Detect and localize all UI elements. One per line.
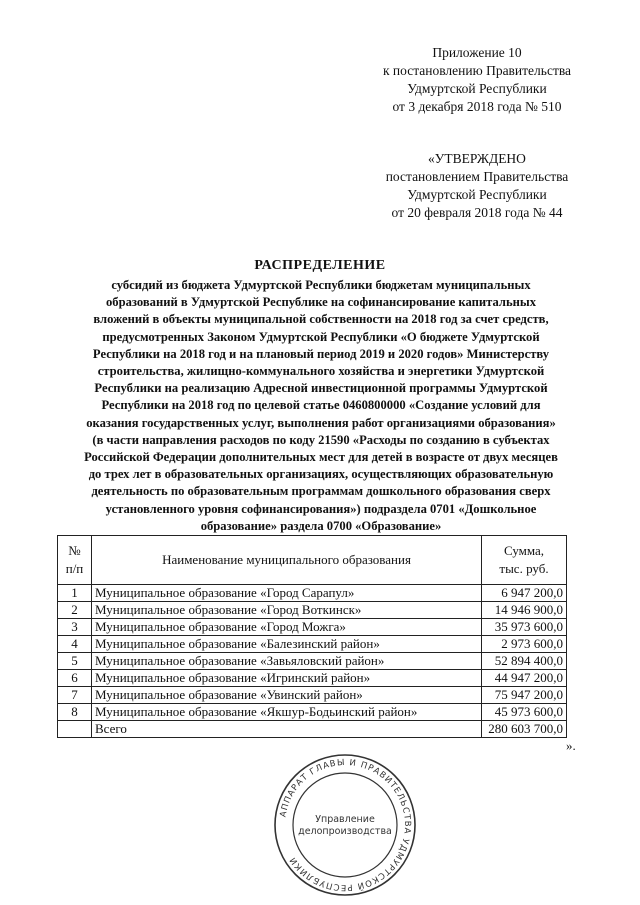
- stamp-center-line: делопроизводства: [298, 826, 392, 837]
- header-amount: [482, 536, 567, 585]
- row-amount: 52 894 400,0: [482, 653, 567, 670]
- row-number: 1: [58, 585, 92, 602]
- header-name: Наименование муниципального образования: [92, 536, 482, 585]
- body-line: субсидий из бюджета Удмуртской Республики бюджетам муниципальных: [111, 278, 531, 292]
- appendix-line: от 3 декабря 2018 года № 510: [392, 99, 562, 114]
- header-number-line: №: [68, 543, 81, 558]
- row-amount: 35 973 600,0: [482, 619, 567, 636]
- header-number-line: п/п: [65, 561, 84, 576]
- row-amount: 6 947 200,0: [482, 585, 567, 602]
- row-number: 5: [58, 653, 92, 670]
- total-amount: 280 603 700,0: [482, 721, 567, 738]
- body-line: образование» раздела 0700 «Образование»: [200, 518, 442, 533]
- row-name: Муниципальное образование «Игринский район»: [92, 670, 482, 687]
- table-row: [58, 602, 567, 619]
- document-title: РАСПРЕДЕЛЕНИЕ: [254, 258, 386, 273]
- header-number: [58, 536, 92, 585]
- total-label: Всего: [92, 721, 482, 738]
- body-line: оказания государственных услуг, выполнения работ организациями образования»: [86, 415, 556, 430]
- header-amount-line: Сумма,: [503, 543, 545, 558]
- body-line: предусмотренных Законом Удмуртской Республики «О бюджете Удмуртской: [102, 329, 540, 344]
- closing-quote: ».: [566, 738, 576, 753]
- body-line: вложений в объекты муниципальной собственности на 2018 год за счет средств,: [93, 312, 549, 327]
- body-line: (в части направления расходов по коду 21590 «Расходы по созданию в субъектах: [92, 432, 550, 447]
- approval-line: постановлением Правительства: [385, 169, 569, 184]
- row-number: 6: [58, 670, 92, 687]
- body-line: до трех лет в образовательных организациях, осуществляющих образовательную: [88, 467, 554, 482]
- row-name: Муниципальное образование «Город Воткинск»: [92, 602, 482, 619]
- table-total-row: [58, 721, 567, 738]
- body-line: Республики на 2018 год и на плановый период 2019 и 2020 годов» Министерству: [92, 346, 550, 361]
- stamp-outer-ring: [275, 755, 415, 895]
- row-name: Муниципальное образование «Увинский район»: [92, 687, 482, 704]
- body-line: Республики на 2018 год по целевой статье 0460800000 «Создание условий для: [101, 398, 541, 413]
- table-row: [58, 619, 567, 636]
- body-line: строительства, жилищно-коммунального хозяйства и энергетики Удмуртской: [97, 364, 545, 379]
- table-row: [58, 585, 567, 602]
- row-number: 8: [58, 704, 92, 721]
- appendix-header: [352, 44, 602, 116]
- row-amount: 75 947 200,0: [482, 687, 567, 704]
- row-name: Муниципальное образование «Якшур-Бодьинский район»: [92, 704, 482, 721]
- body-line: деятельность по образовательным программам дошкольного образования сверх: [91, 484, 551, 499]
- stamp-ring-text: АППАРАТ ГЛАВЫ И ПРАВИТЕЛЬСТВА УДМУРТСКОЙ РЕСПУБЛИКИ: [278, 757, 413, 893]
- table-header-row: [58, 536, 567, 585]
- official-stamp: [272, 752, 418, 898]
- stamp-center-line: Управление: [315, 814, 375, 825]
- appendix-line: к постановлению Правительства: [382, 63, 572, 78]
- row-amount: 2 973 600,0: [482, 636, 567, 653]
- row-name: Муниципальное образование «Город Можга»: [92, 619, 482, 636]
- approval-header: [352, 150, 602, 222]
- distribution-table: [57, 535, 567, 738]
- row-amount: 45 973 600,0: [482, 704, 567, 721]
- total-number: [58, 721, 92, 738]
- row-name: Муниципальное образование «Город Сарапул»: [92, 585, 482, 602]
- table-row: [58, 670, 567, 687]
- appendix-line: Приложение 10: [432, 45, 522, 60]
- approval-line: от 20 февраля 2018 года № 44: [391, 205, 563, 220]
- row-number: 2: [58, 602, 92, 619]
- row-name: Муниципальное образование «Завьяловский район»: [92, 653, 482, 670]
- body-line: установленного уровня софинансирования») подраздела 0701 «Дошкольное: [105, 501, 537, 516]
- body-line: Российской Федерации дополнительных мест для детей в возрасте от двух месяцев: [84, 450, 558, 465]
- body-line: образований в Удмуртской Республике на софинансирование капитальных: [105, 295, 536, 310]
- row-number: 7: [58, 687, 92, 704]
- row-name: Муниципальное образование «Балезинский район»: [92, 636, 482, 653]
- row-amount: 14 946 900,0: [482, 602, 567, 619]
- body-line: Республики на реализацию Адресной инвестиционной программы Удмуртской: [94, 381, 548, 396]
- stamp-inner-ring: [293, 773, 397, 877]
- header-amount-line: тыс. руб.: [499, 561, 549, 576]
- document-body: [60, 277, 582, 535]
- table-row: [58, 687, 567, 704]
- approval-line: Удмуртской Республики: [407, 187, 547, 202]
- appendix-line: Удмуртской Республики: [407, 81, 547, 96]
- row-number: 3: [58, 619, 92, 636]
- approval-line: «УТВЕРЖДЕНО: [428, 151, 526, 166]
- table-row: [58, 653, 567, 670]
- table-row: [58, 636, 567, 653]
- row-number: 4: [58, 636, 92, 653]
- table-row: [58, 704, 567, 721]
- row-amount: 44 947 200,0: [482, 670, 567, 687]
